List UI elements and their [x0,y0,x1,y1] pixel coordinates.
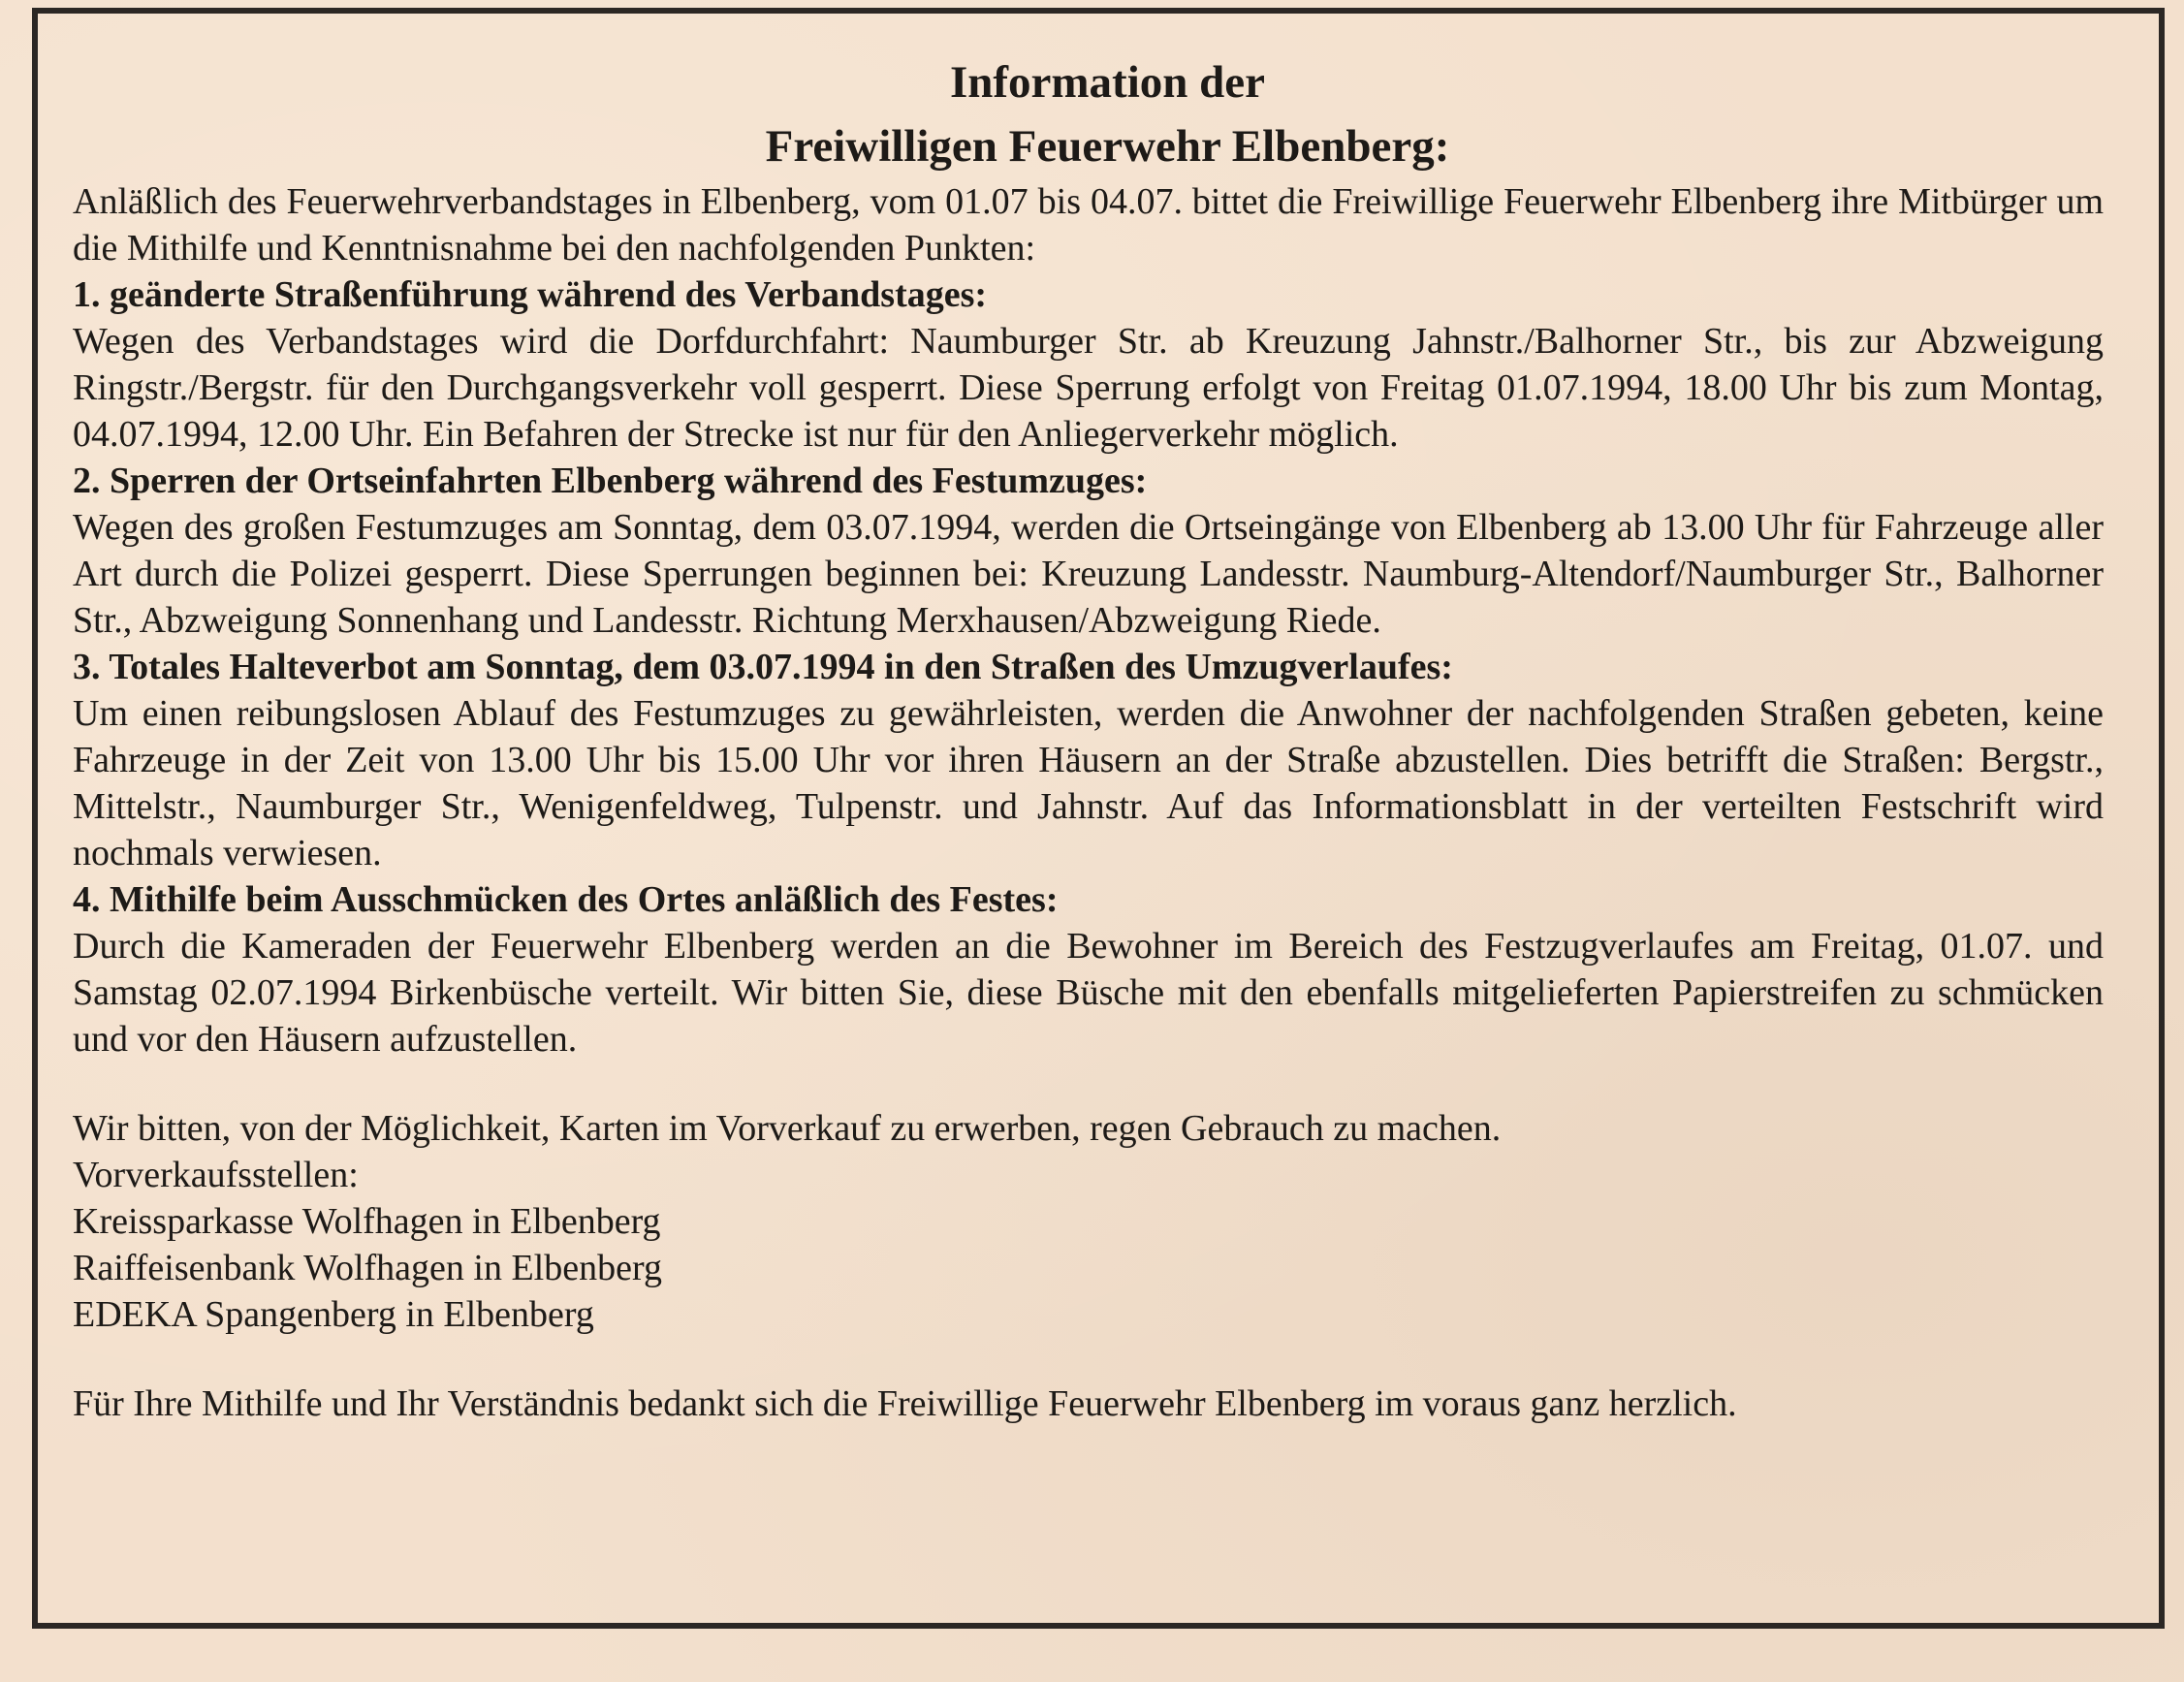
title-line-2: Freiwilligen Feuerwehr Elbenberg: [765,121,1450,172]
section-body: Um einen reibungslosen Ablauf des Festumzuges zu gewährleisten, werden die Anwohner der nachfolgenden Straßen gebeten, keine Fahrzeuge in der Zeit von 13.00 Uhr bis 15.00 Uhr vor ihren Häusern an der Straße abzustellen. Dies betrifft die Straßen: Bergstr., Mittelstr., Naumburger Str., Wenigenfeldweg, Tulpenstr. und Jahnstr. Auf das Informationsblatt in der verteilten Festschrift wird nochmals verwiesen. [73,693,2104,873]
presale-location: Raiffeisenbank Wolfhagen in Elbenberg [73,1248,662,1288]
ticket-info [73,1105,2104,1338]
spacer [73,1338,2104,1381]
presale-location: Kreissparkasse Wolfhagen in Elbenberg [73,1201,661,1242]
announcement-content [73,50,2104,1427]
section-4 [73,876,2104,1063]
section-1 [73,271,2104,458]
title-line-1: Information der [949,57,1266,108]
section-2 [73,458,2104,644]
section-heading: 4. Mithilfe beim Ausschmücken des Ortes anläßlich des Festes: [73,879,1059,920]
section-3 [73,644,2104,876]
section-heading: 1. geänderte Straßenführung während des Verbandstages: [73,274,988,315]
announcement-title [73,50,2104,178]
section-body: Wegen des großen Festumzuges am Sonntag, dem 03.07.1994, werden die Ortseingänge von Elbenberg ab 13.00 Uhr für Fahrzeuge aller Art durch die Polizei gesperrt. Diese Sperrungen beginnen bei: Kreuzung Landesstr. Naumburg-Altendorf/Naumburger Str., Balhorner Str., Abzweigung Sonnenhang und Landesstr. Richtung Merxhausen/Abzweigung Riede. [73,507,2104,641]
presale-location: EDEKA Spangenberg in Elbenberg [73,1294,594,1335]
presale-label: Vorverkaufsstellen: [73,1155,359,1195]
section-body: Wegen des Verbandstages wird die Dorfdurchfahrt: Naumburger Str. ab Kreuzung Jahnstr./Balhorner Str., bis zur Abzweigung Ringstr./Bergstr. für den Durchgangsverkehr voll gesperrt. Diese Sperrung erfolgt von Freitag 01.07.1994, 18.00 Uhr bis zum Montag, 04.07.1994, 12.00 Uhr. Ein Befahren der Strecke ist nur für den Anliegerverkehr möglich. [73,321,2104,455]
section-heading: 3. Totales Halteverbot am Sonntag, dem 03.07.1994 in den Straßen des Umzugverlaufes: [73,647,1453,687]
intro-paragraph: Anläßlich des Feuerwehrverbandstages in Elbenberg, vom 01.07 bis 04.07. bittet die Freiwillige Feuerwehr Elbenberg ihre Mitbürger um die Mithilfe und Kenntnisnahme bei den nachfolgenden Punkten: [73,181,2104,269]
section-heading: 2. Sperren der Ortseinfahrten Elbenberg während des Festumzuges: [73,460,1148,501]
spacer [73,1063,2104,1105]
closing-statement: Für Ihre Mithilfe und Ihr Verständnis bedankt sich die Freiwillige Feuerwehr Elbenberg im voraus ganz herzlich. [73,1383,1737,1424]
ticket-request: Wir bitten, von der Möglichkeit, Karten im Vorverkauf zu erwerben, regen Gebrauch zu machen. [73,1108,1502,1149]
section-body: Durch die Kameraden der Feuerwehr Elbenberg werden an die Bewohner im Bereich des Festzugverlaufes am Freitag, 01.07. und Samstag 02.07.1994 Birkenbüsche verteilt. Wir bitten Sie, diese Büsche mit den ebenfalls mitgelieferten Papierstreifen zu schmücken und vor den Häusern aufzustellen. [73,926,2104,1060]
